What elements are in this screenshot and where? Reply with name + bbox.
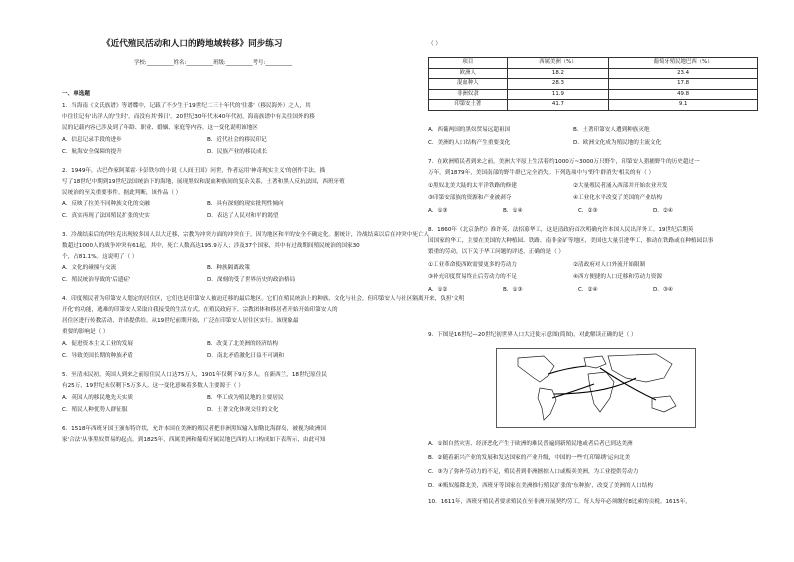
q6-option-c: C．美洲的人口结构产生重要变化 xyxy=(428,140,511,146)
q4-option-c: C．导致美国长期的种族矛盾 xyxy=(62,353,134,359)
q8-option-c: C．②④ xyxy=(578,287,598,293)
q6-option-d: D．欧洲文化成为殖民地的主流文化 xyxy=(573,140,662,146)
q4-line: 4．印度殖民者为印第安人划定的居住区，它们也是印第安人被迫迁移的最后地区。它们在殖民统治上的种族、文化与社会，但印第安人与社区隔离开来，负担'文明 xyxy=(62,296,465,302)
q6-line: 家'合法'从事黑奴贸易的起点。到1825年，西属美洲和葡萄牙属民地巴西的人口构成如下表所示，由此可知 xyxy=(62,437,326,443)
q6-answer-paren: （ ） xyxy=(428,41,441,47)
q1-option-c: C．航海安全保障的提升 xyxy=(62,149,122,155)
q2-option-b: B．具有深刻的现实批判性倾向 xyxy=(207,201,284,207)
q7-item-1: ①黑奴北美大陆的太平洋铁路的修建 xyxy=(428,183,517,189)
q2-option-a: A．反映了拉美不同种族文化的交融 xyxy=(62,201,150,207)
q7-option-a: A．①③ xyxy=(428,208,448,214)
q2-option-d: D．表达了人民对和平的渴望 xyxy=(207,213,279,219)
table-header-cell: 西属美洲（%） xyxy=(507,58,609,69)
q5-option-d: D．土著文化体现交往的文化 xyxy=(207,407,279,413)
q8-option-b: B．①③ xyxy=(503,287,523,293)
table-row xyxy=(429,89,758,100)
q1-line: 中往往记有'出洋人的'生时'，而没有其'葬日'。20世纪30年代末40年代初，海南族谱中有关往国外的移 xyxy=(62,114,315,120)
q8-item-2: ②清政府对人口外流开始限制 xyxy=(573,262,646,268)
q7-item-3: ③印第安部族的资源和产业被剥夺 xyxy=(428,195,512,201)
q7-option-c: C．②③ xyxy=(578,208,598,214)
table-cell: 混血种人 xyxy=(429,79,508,90)
table-cell: 41.7 xyxy=(507,100,609,111)
table-header-cell: 项目 xyxy=(429,58,508,69)
q9-line: 9．下图是16世纪—20世纪初世界人口大迁徙示意图(简图)，对此解读正确的是（ ） xyxy=(428,332,637,338)
q1-line: 1．当海南《文氏族谱》等谱牒中，记载了不少生于19世纪二三十年代的'往番'（移民海外）之人，其 xyxy=(62,103,311,109)
q3-option-d: D．深刻的受了世界历史的政治格局 xyxy=(207,277,296,283)
q6-option-b: B．土著印第安人遭到种族灭绝 xyxy=(573,127,650,133)
migration-map xyxy=(496,348,696,428)
table-row xyxy=(429,79,758,90)
q3-option-c: C．殖民统治导致的'后遗症' xyxy=(62,277,131,283)
q4-line: 重要的影响是（ ） xyxy=(62,329,109,335)
q2-line: 民统治的至关重要事件。据此判断，该作品（ ） xyxy=(62,190,182,196)
q9-option-b: B．②随着新兴产业的发展和发达国家的产业升级，中国的一些'红印锦绣'运向北美 xyxy=(428,455,631,461)
table-row xyxy=(429,100,758,111)
q5-line: 有25万，19世纪末仅剩下5万多人。这一变化意味着多数人主要源于（ ） xyxy=(62,383,244,389)
q1-option-b: B．近代社会的移民印记 xyxy=(207,137,267,143)
q8-line: 繁重的劳动，以下关于华工问题的评述，正确的是（ ） xyxy=(428,249,565,255)
q5-option-a: A．英国人的移民地先天实质 xyxy=(62,395,133,401)
q8-option-a: A．①② xyxy=(428,287,448,293)
q8-option-d: D．③④ xyxy=(653,287,673,293)
q10-line: 10．1611年，西班牙殖民者要求殖民在至非洲开展契约劳工，每人每年必须缴付8比索的贡税。1615年， xyxy=(428,499,691,505)
q4-option-b: B．改变了北美洲的经济结构 xyxy=(207,341,278,347)
q7-option-d: D．②④ xyxy=(653,208,673,214)
table-header-cell: 葡萄牙殖民地巴西（%） xyxy=(609,58,758,69)
page-title: 《近代殖民活动和人口的跨地域转移》同步练习 xyxy=(102,39,283,49)
right-column xyxy=(428,0,758,562)
q1-option-d: D．民族产业的移民成长 xyxy=(207,149,268,155)
q4-option-d: D．南北矛盾激化日益不可调和 xyxy=(207,353,285,359)
q3-option-b: B．种族隔离政策 xyxy=(207,265,250,271)
q6-line: 6．1518年西班牙国王颁布特许状，允许本国在美洲的殖民者把非洲黑奴输入加勒比海群岛，被视为欧洲国 xyxy=(62,426,326,432)
q1-line: 民的记载内容已涉及到了年龄、职业、婚姻、家庭等内容。这一变化说明该地区 xyxy=(62,125,258,131)
q3-line: 个，占81.1%。这说明了（ ） xyxy=(62,254,138,260)
q8-item-1: ①工业革命使西欧需要更多的劳动力 xyxy=(428,262,517,268)
table-cell: 欧洲人 xyxy=(429,68,508,79)
table-cell: 23.4 xyxy=(609,68,758,79)
q9-option-c: C．③为了弥补劳动力的不足，殖民者到非洲掳掠人口或贩卖美洲，为工业提供劳动力 xyxy=(428,469,639,475)
table-row xyxy=(429,68,758,79)
q5-line: 5．至清末民初，英国人到来之前原住民人口达75万人，1901年仅剩下9万多人。在新西兰，18世纪原住民 xyxy=(62,372,327,378)
population-table xyxy=(428,57,758,111)
q9-option-a: A．①图自然灾害、经济恶化产生于欧洲的难民普遍到新殖民地或者后者已到达美洲 xyxy=(428,441,633,447)
q2-option-c: C．真实再现了法国殖民扩张的史实 xyxy=(62,213,150,219)
q3-line: 数超过1000人的战争冲突有61起，其中，死亡人数高达195.9万人；涉及37个国家，其中有过战期间殖民统治的国家30 xyxy=(62,243,360,249)
table-cell: 9.1 xyxy=(609,100,758,111)
q2-line: 2．1949年，古巴作家阿莱霍·卡彭铁尔的小说《人间王国》问世，作者运用'神奇现实主义'的创作手法，描 xyxy=(62,168,326,174)
section-heading: 一、单选题 xyxy=(62,91,90,97)
table-cell: 18.2 xyxy=(507,68,609,79)
table-cell: 49.8 xyxy=(609,89,758,100)
table-cell: 非洲奴隶 xyxy=(429,89,508,100)
q8-item-3: ③补充印度贸易终止后劳动力的不足 xyxy=(428,274,517,280)
table-cell: 28.3 xyxy=(507,79,609,90)
q7-line: 7．在欧洲殖民者到来之前，美洲大平原上生活着约1000万~3000万只野牛，印第安人猎捕野牛的历史超过一 xyxy=(428,159,700,165)
q4-line: 居住区进行传教活动，许诺提供给。从19世纪前期开始，广泛在印第安人居住区实行。该现象最 xyxy=(62,318,299,324)
q7-line: 万年。到1879年，美国南部的野牛群已完全消失。下列选项中与'野牛群消失'相关的有（ ） xyxy=(428,170,655,176)
q8-item-4: ④西方便捷的人口迁移和劳动力资源 xyxy=(573,274,662,280)
student-info-line: 学校:__________姓名:__________班级:__________考号:__________ xyxy=(134,60,293,66)
q1-option-a: A．信息记录手段的进步 xyxy=(62,137,122,143)
q7-option-b: B．①④ xyxy=(503,208,523,214)
q8-line: 国国家的华工，主要在美国的大种植园、铁路、南非金矿等地区，美国也大量引进华工，推动在铁路或在种植园以事 xyxy=(428,238,714,244)
q3-option-a: A．文化的碰撞与交流 xyxy=(62,265,117,271)
q9-option-d: D．④贩奴船降北美，西班牙等国家在美洲推行殖民扩张的'东种族'，改变了美洲的人口结构 xyxy=(428,483,653,489)
q5-option-c: C．殖民人种优势人群征服 xyxy=(62,407,128,413)
table-cell: 11.9 xyxy=(507,89,609,100)
q4-line: 开化'的功能，逃难的印第安人采取自我接受的生活方式。在殖民政府下，宗教团体和移居者开始开始印第安人的 xyxy=(62,307,338,313)
q4-option-a: A．促进资本主义工业的发展 xyxy=(62,341,133,347)
q8-line: 8．1860年《北京条约》准许英、法招募华工，这是清政府首次明确允许本国人民出洋务工。19世纪后期英 xyxy=(428,227,694,233)
q7-item-2: ②大量殖民者涌入西部并开始农业开发 xyxy=(573,183,668,189)
q7-item-4: ④工业化水平改变了美国的产业结构 xyxy=(573,195,662,201)
table-cell: 印第安土著 xyxy=(429,100,508,111)
table-header-row xyxy=(429,58,758,69)
q6-option-a: A．西葡两国的黑奴贸易远超祖国 xyxy=(428,127,511,133)
q3-line: 3．冷战结束后的伊拉克出现较多国人以大迁移，宗教为冲突方面的冲突在于，因为地区和平的安全不确定化。据统计，冷战结束以后在冲突中死亡人 xyxy=(62,232,430,238)
q5-option-b: B．华工成为殖民地的主要居民 xyxy=(207,395,284,401)
table-cell: 17.8 xyxy=(609,79,758,90)
q2-line: 写了18世纪中期到19世纪法国统治下的海地，展现黑奴和混血种族间的复杂关系，土著和黑人反抗法国，西班牙殖 xyxy=(62,179,345,185)
